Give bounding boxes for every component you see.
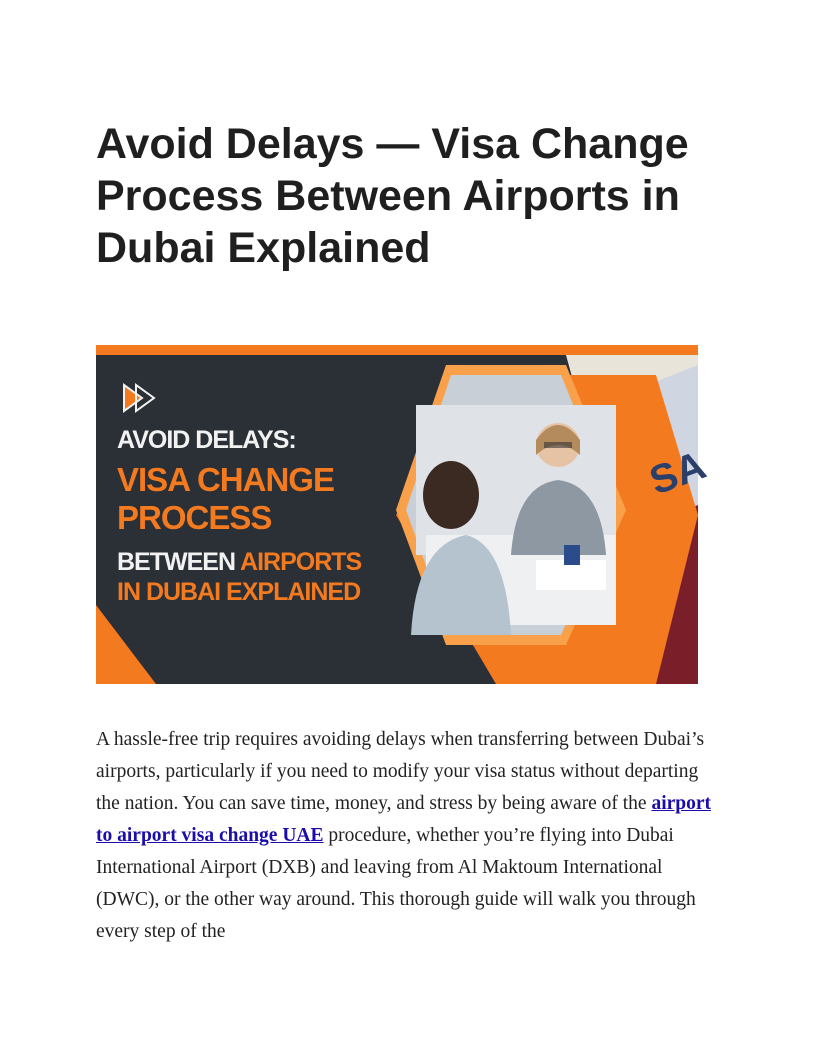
banner-line-4: IN DUBAI EXPLAINED — [117, 578, 361, 606]
hero-banner-image — [96, 345, 712, 684]
banner-line-3 — [117, 547, 387, 577]
paragraph-text-before-link: A hassle-free trip requires avoiding delays when transferring between Dubai’s airports, particularly if you need to modify your visa status without departing the nation. You can save time, money, and stress by being aware of the — [96, 729, 705, 814]
banner-corner-triangle — [96, 605, 156, 684]
intro-paragraph — [96, 724, 720, 948]
banner-headline — [117, 425, 387, 607]
banner-top-strip — [96, 345, 698, 355]
banner-line-2a: VISA CHANGE — [117, 461, 334, 498]
banner-line-3-orange: AIRPORTS — [240, 548, 362, 576]
banner-line-3-white: BETWEEN — [117, 548, 241, 576]
paragraph-text-after-link: procedure, whether you’re flying into Dubai International Airport (DXB) and leaving from Al Maktoum International (DWC), or the other way around. This thorough guide will walk you through every step of the — [96, 825, 696, 942]
stamp-icon — [564, 545, 580, 565]
banner-line-1: AVOID DELAYS: — [117, 426, 296, 454]
passport-text: SA — [644, 443, 712, 504]
visa-change-link[interactable]: airport to airport visa change UAE — [96, 793, 712, 846]
officer-glasses — [544, 442, 572, 448]
fast-forward-icon — [124, 385, 154, 411]
banner-line-2b: PROCESS — [117, 499, 272, 536]
page-title: Avoid Delays — Visa Change Process Between Airports in Dubai Explained — [96, 120, 689, 272]
applicant-head — [423, 461, 479, 529]
